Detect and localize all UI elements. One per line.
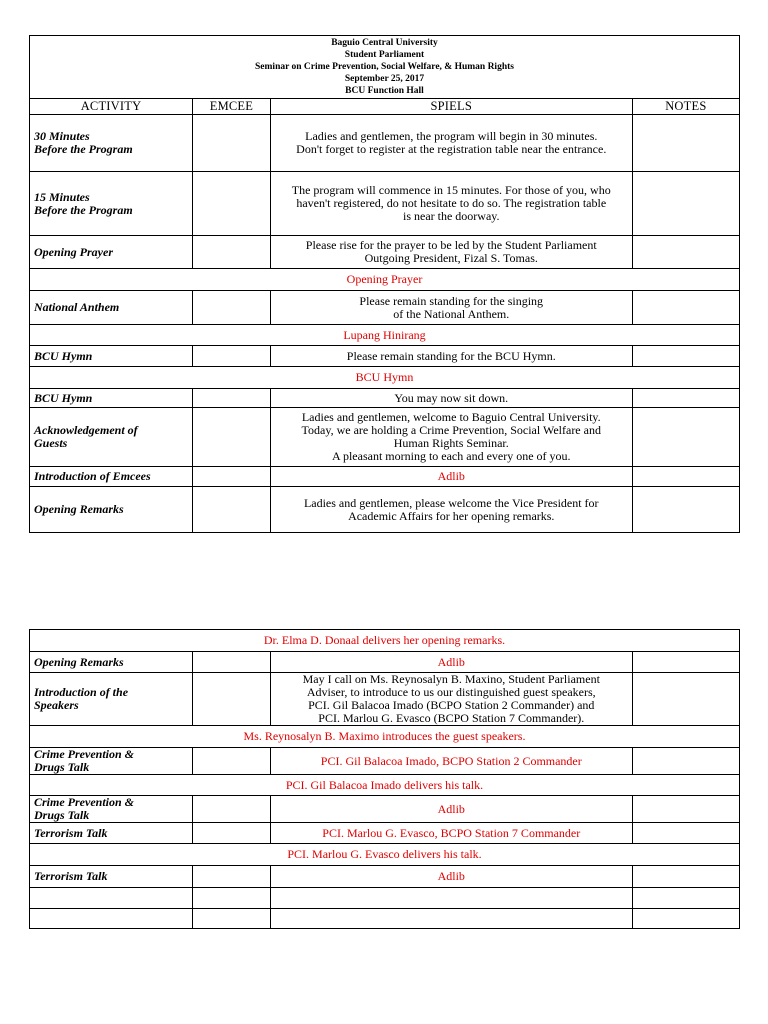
cue-text: Dr. Elma D. Donaal delivers her opening remarks. xyxy=(30,630,740,652)
column-header-emcee: EMCEE xyxy=(193,99,271,115)
activity-text: BCU Hymn xyxy=(34,390,93,405)
emcee-cell xyxy=(193,172,271,236)
activity-text: Before the Program xyxy=(34,202,133,217)
program-row xyxy=(30,652,740,673)
empty-row xyxy=(30,888,740,909)
program-row xyxy=(30,115,740,172)
program-cue-row xyxy=(30,630,740,652)
program-cue-row xyxy=(30,726,740,748)
spiel-text: Ladies and gentlemen, the program will begin in 30 minutes. xyxy=(305,129,598,143)
activity-text: Introduction of the xyxy=(34,685,129,699)
spiel-cell xyxy=(270,408,632,467)
emcee-cell xyxy=(193,866,271,888)
university-name: Baguio Central University xyxy=(331,38,438,48)
column-header-activity: ACTIVITY xyxy=(30,99,193,115)
activity-cell xyxy=(30,291,193,325)
spiel-text: Adlib xyxy=(437,801,465,816)
program-row xyxy=(30,487,740,533)
spiel-text: Please remain standing for the singing xyxy=(359,293,544,308)
column-header-spiels: SPIELS xyxy=(270,99,632,115)
activity-cell xyxy=(30,796,193,823)
program-cue-row xyxy=(30,269,740,291)
cue-text: Lupang Hinirang xyxy=(30,325,740,346)
program-row xyxy=(30,748,740,775)
activity-text: 30 Minutes xyxy=(34,129,90,143)
activity-cell xyxy=(30,748,193,775)
emcee-cell xyxy=(193,408,271,467)
emcee-cell xyxy=(193,291,271,325)
spiel-text: PCI. Gil Balacoa Imado, BCPO Station 2 Commander xyxy=(320,753,582,768)
notes-cell xyxy=(632,236,739,269)
program-cue-row xyxy=(30,325,740,346)
program-row xyxy=(30,291,740,325)
spiel-text: Adlib xyxy=(437,469,465,483)
activity-cell xyxy=(30,866,193,888)
spiel-text: Adviser, to introduce to us our distinguished guest speakers, xyxy=(306,685,596,699)
spiel-cell xyxy=(270,236,632,269)
emcee-cell xyxy=(193,748,271,775)
program-row xyxy=(30,866,740,888)
cue-text: PCI. Gil Balacoa Imado delivers his talk. xyxy=(30,775,740,796)
spiel-text: Don't forget to register at the registration table near the entrance. xyxy=(296,142,607,156)
empty-row xyxy=(30,909,740,929)
cue-text: Opening Prayer xyxy=(30,269,740,291)
activity-text: Drugs Talk xyxy=(34,760,90,774)
spiel-text: Adlib xyxy=(437,869,465,883)
program-table-1 xyxy=(29,35,740,533)
spiel-text: Ladies and gentlemen, please welcome the Vice President for xyxy=(303,495,599,510)
activity-text: Terrorism Talk xyxy=(34,869,108,883)
emcee-cell xyxy=(193,796,271,823)
notes-cell xyxy=(632,291,739,325)
spiel-cell xyxy=(270,796,632,823)
program-row xyxy=(30,823,740,844)
event-date: September 25, 2017 xyxy=(344,74,425,84)
program-row xyxy=(30,467,740,487)
spiel-cell xyxy=(270,467,632,487)
spiel-text: haven't registered, do not hesitate to do so. The registration table xyxy=(296,196,607,210)
document-header xyxy=(30,36,740,99)
spiel-text: Outgoing President, Fizal S. Tomas. xyxy=(364,251,538,265)
activity-text: Guests xyxy=(34,436,68,450)
spiel-text: Please remain standing for the BCU Hymn. xyxy=(346,348,556,363)
cue-text: BCU Hymn xyxy=(30,367,740,389)
empty-cell xyxy=(193,909,271,929)
spiel-text: Today, we are holding a Crime Prevention, Social Welfare and xyxy=(301,423,601,437)
activity-cell xyxy=(30,236,193,269)
notes-cell xyxy=(632,866,739,888)
notes-cell xyxy=(632,796,739,823)
spiel-cell xyxy=(270,115,632,172)
emcee-cell xyxy=(193,346,271,367)
empty-cell xyxy=(270,888,632,909)
emcee-cell xyxy=(193,652,271,673)
spiel-text: Please rise for the prayer to be led by the Student Parliament xyxy=(305,238,597,252)
spiel-text: PCI. Marlou G. Evasco (BCPO Station 7 Commander). xyxy=(318,711,585,725)
spiel-text: Adlib xyxy=(437,654,465,669)
activity-text: Opening Remarks xyxy=(34,654,124,669)
emcee-cell xyxy=(193,487,271,533)
spiel-text: Human Rights Seminar. xyxy=(393,436,509,450)
activity-text: Crime Prevention & xyxy=(34,747,134,761)
spiel-cell xyxy=(270,823,632,844)
activity-text: BCU Hymn xyxy=(34,348,93,363)
program-row xyxy=(30,346,740,367)
empty-cell xyxy=(193,888,271,909)
column-header-notes: NOTES xyxy=(632,99,739,115)
activity-text: Drugs Talk xyxy=(34,808,90,822)
empty-cell xyxy=(30,909,193,929)
emcee-cell xyxy=(193,673,271,726)
activity-cell xyxy=(30,823,193,844)
activity-cell xyxy=(30,389,193,408)
spiel-cell xyxy=(270,172,632,236)
cue-text: PCI. Marlou G. Evasco delivers his talk. xyxy=(30,844,740,866)
notes-cell xyxy=(632,172,739,236)
activity-text: Opening Prayer xyxy=(34,244,113,259)
program-row xyxy=(30,796,740,823)
column-header-row xyxy=(30,99,740,115)
program-row xyxy=(30,389,740,408)
spiel-text: A pleasant morning to each and every one of you. xyxy=(331,449,571,463)
notes-cell xyxy=(632,652,739,673)
activity-cell xyxy=(30,673,193,726)
emcee-cell xyxy=(193,467,271,487)
event-title: Seminar on Crime Prevention, Social Welfare, & Human Rights xyxy=(255,62,514,72)
spiel-text: Academic Affairs for her opening remarks. xyxy=(348,508,555,523)
emcee-cell xyxy=(193,115,271,172)
activity-text: Speakers xyxy=(34,698,79,712)
organization-name: Student Parliament xyxy=(344,50,425,60)
program-row xyxy=(30,408,740,467)
activity-text: National Anthem xyxy=(34,300,120,314)
spiel-cell xyxy=(270,652,632,673)
activity-text: Crime Prevention & xyxy=(34,795,134,809)
spiel-text: May I call on Ms. Reynosalyn B. Maxino, Student Parliament xyxy=(302,672,600,686)
program-row xyxy=(30,236,740,269)
spiel-text: PCI. Gil Balacoa Imado (BCPO Station 2 Commander) and xyxy=(308,698,595,712)
program-cue-row xyxy=(30,367,740,389)
notes-cell xyxy=(632,673,739,726)
spiel-cell xyxy=(270,487,632,533)
program-row xyxy=(30,673,740,726)
spiel-cell xyxy=(270,389,632,408)
spiel-cell xyxy=(270,748,632,775)
empty-cell xyxy=(632,888,739,909)
notes-cell xyxy=(632,346,739,367)
notes-cell xyxy=(632,115,739,172)
notes-cell xyxy=(632,748,739,775)
notes-cell xyxy=(632,408,739,467)
spiel-cell xyxy=(270,673,632,726)
activity-cell xyxy=(30,115,193,172)
spiel-text: of the National Anthem. xyxy=(393,306,510,321)
spiel-cell xyxy=(270,346,632,367)
emcee-cell xyxy=(193,236,271,269)
spiel-text: The program will commence in 15 minutes. For those of you, who xyxy=(291,183,611,197)
spiel-text: Ladies and gentlemen, welcome to Baguio Central University. xyxy=(301,410,601,424)
activity-text: Acknowledgement of xyxy=(34,423,138,437)
empty-cell xyxy=(30,888,193,909)
empty-cell xyxy=(632,909,739,929)
activity-cell xyxy=(30,467,193,487)
spiel-cell xyxy=(270,291,632,325)
program-table-2 xyxy=(29,629,740,929)
notes-cell xyxy=(632,467,739,487)
spiel-text: PCI. Marlou G. Evasco, BCPO Station 7 Commander xyxy=(322,825,581,840)
notes-cell xyxy=(632,487,739,533)
activity-cell xyxy=(30,652,193,673)
spiel-cell xyxy=(270,866,632,888)
activity-text: Opening Remarks xyxy=(34,502,124,516)
activity-cell xyxy=(30,487,193,533)
spiel-text: You may now sit down. xyxy=(394,390,509,405)
activity-cell xyxy=(30,408,193,467)
emcee-cell xyxy=(193,823,271,844)
empty-cell xyxy=(270,909,632,929)
activity-cell xyxy=(30,346,193,367)
spiel-text: is near the doorway. xyxy=(402,209,500,223)
activity-cell xyxy=(30,172,193,236)
notes-cell xyxy=(632,389,739,408)
event-venue: BCU Function Hall xyxy=(345,86,424,96)
cue-text: Ms. Reynosalyn B. Maximo introduces the guest speakers. xyxy=(30,726,740,748)
program-cue-row xyxy=(30,844,740,866)
notes-cell xyxy=(632,823,739,844)
activity-text: Introduction of Emcees xyxy=(34,469,151,483)
activity-text: Before the Program xyxy=(34,142,133,156)
emcee-cell xyxy=(193,389,271,408)
activity-text: 15 Minutes xyxy=(34,189,90,204)
program-cue-row xyxy=(30,775,740,796)
activity-text: Terrorism Talk xyxy=(34,825,108,840)
program-row xyxy=(30,172,740,236)
